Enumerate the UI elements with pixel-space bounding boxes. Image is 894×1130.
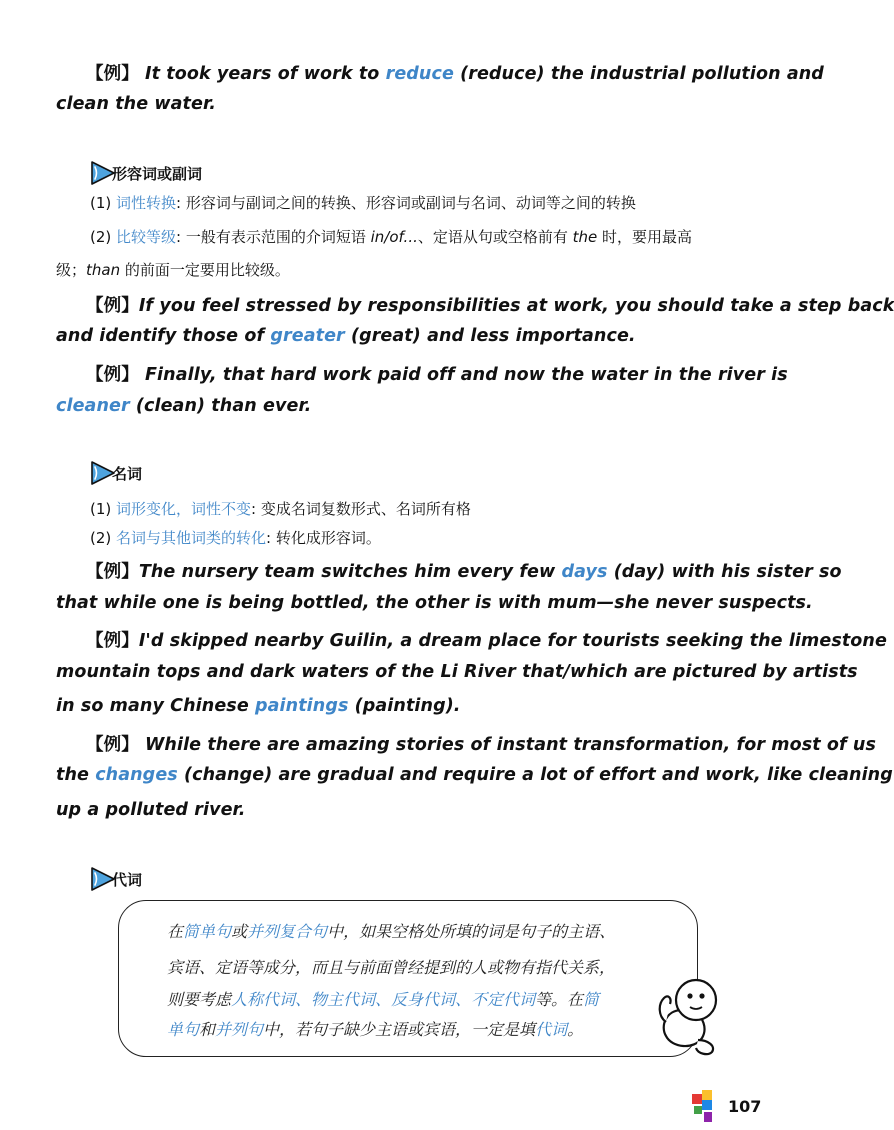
item-key: 词形变化，词性不变 [116,500,252,518]
keyword: than [86,261,121,279]
example-text: (day) with his sister so [607,562,842,582]
note-highlight: 并列句 [215,1020,264,1039]
note-line-2: 宾语、定语等成分，而且与前面曾经提到的人或物有指代关系， [167,958,616,977]
section-heading-adj [88,158,202,188]
item-number: (2) [90,228,117,246]
example-text: (clean) than ever. [129,396,312,416]
note-highlight: 简 [583,990,600,1009]
item-text: : 一般有表示范围的介词短语 [176,228,371,246]
item-text: : 形容词与副词之间的转换、形容词或副词与名词、动词等之间的转换 [176,194,636,212]
example-3-line-1 [86,361,788,386]
item-number: (1) [90,500,117,518]
item-text: : 变成名词复数形式、名词所有格 [251,500,471,518]
page-number: 107 [728,1097,762,1116]
keyword: the [572,228,598,246]
tip-note-box [118,900,698,1057]
example-text: It took years of work to [138,64,386,84]
adj-item-2-line-2 [56,259,290,280]
noun-item-2 [90,527,381,548]
note-text: 和 [199,1020,216,1039]
example-text: and identify those of [56,326,271,346]
example-6-line-1 [86,731,876,756]
note-text: 中，若句子缺少主语或宾语，一定是填 [263,1020,536,1039]
item-key: 比较等级 [116,228,177,246]
example-5-line-1 [86,627,887,652]
item-key: 名词与其他词类的转化 [116,529,267,547]
section-heading-noun [88,458,142,488]
section-heading-pronoun [88,864,142,894]
example-2-line-1 [86,292,894,317]
answer-word: reduce [385,64,454,84]
answer-word: cleaner [56,396,130,416]
note-text: 在 [167,922,184,941]
item-text: 的前面一定要用比较级。 [120,261,290,279]
mascot-icon [652,976,730,1058]
note-highlight: 单句 [167,1020,200,1039]
example-text: the [56,765,96,785]
note-highlight: 代词 [535,1020,568,1039]
example-tag: 【例】 [86,631,139,651]
example-4-line-1 [86,558,842,583]
keyword: in/of... [370,228,418,246]
example-6-line-3: up a polluted river. [56,800,246,820]
example-text: I'd skipped nearby Guilin, a dream place for tourists seeking the limestone [138,631,887,651]
note-text: 。 [567,1020,584,1039]
example-1-line-2: clean the water. [56,94,216,114]
example-2-line-2 [56,326,636,346]
example-1-line-1 [86,60,824,85]
note-line-3 [167,987,599,1010]
example-6-line-2 [56,765,893,785]
example-text: If you feel stressed by responsibilities at work, you should take a step back [138,296,894,316]
answer-word: paintings [255,696,349,716]
example-tag: 【例】 [86,365,139,385]
answer-word: days [561,562,608,582]
section-title: 形容词或副词 [112,164,203,183]
example-text: (painting). [348,696,461,716]
example-tag: 【例】 [86,296,139,316]
section-title: 代词 [112,870,143,889]
adj-item-1 [90,192,636,213]
note-text: 则要考虑 [167,990,232,1009]
answer-word: changes [95,765,178,785]
example-4-line-2: that while one is being bottled, the other is with mum—she never suspects. [56,593,813,613]
item-text: 级； [56,261,87,279]
section-title: 名词 [112,464,143,483]
note-highlight: 并列复合句 [247,922,328,941]
example-text: The nursery team switches him every few [138,562,562,582]
note-text: 或 [231,922,248,941]
example-tag: 【例】 [86,64,139,84]
example-5-line-3 [56,696,461,716]
example-tag: 【例】 [86,735,139,755]
example-text: (change) are gradual and require a lot of effort and work, like cleaning [177,765,893,785]
example-text: Finally, that hard work paid off and now the water in the river is [138,365,788,385]
noun-item-1 [90,498,471,519]
example-text: (great) and less importance. [344,326,636,346]
item-text: 时，要用最高 [597,228,693,246]
example-text: While there are amazing stories of instant transformation, for most of us [138,735,876,755]
example-text: (reduce) the industrial pollution and [453,64,824,84]
example-text: in so many Chinese [56,696,255,716]
note-text: 中，如果空格处所填的词是句子的主语、 [327,922,616,941]
item-number: (2) [90,529,117,547]
adj-item-2 [90,226,692,247]
example-5-line-2: mountain tops and dark waters of the Li River that/which are pictured by artists [56,662,858,682]
example-tag: 【例】 [86,562,139,582]
note-text: 等。在 [535,990,584,1009]
note-line-1 [167,919,615,942]
item-text: : 转化成形容词。 [266,529,381,547]
note-highlight: 人称代词、物主代词、反身代词、不定代词 [231,990,536,1009]
puzzle-logo-icon [690,1088,720,1124]
item-text: 、定语从句或空格前有 [417,228,573,246]
answer-word: greater [270,326,345,346]
note-line-4 [167,1017,583,1040]
item-key: 词性转换 [116,194,177,212]
example-3-line-2 [56,396,311,416]
item-number: (1) [90,194,117,212]
note-highlight: 简单句 [183,922,232,941]
